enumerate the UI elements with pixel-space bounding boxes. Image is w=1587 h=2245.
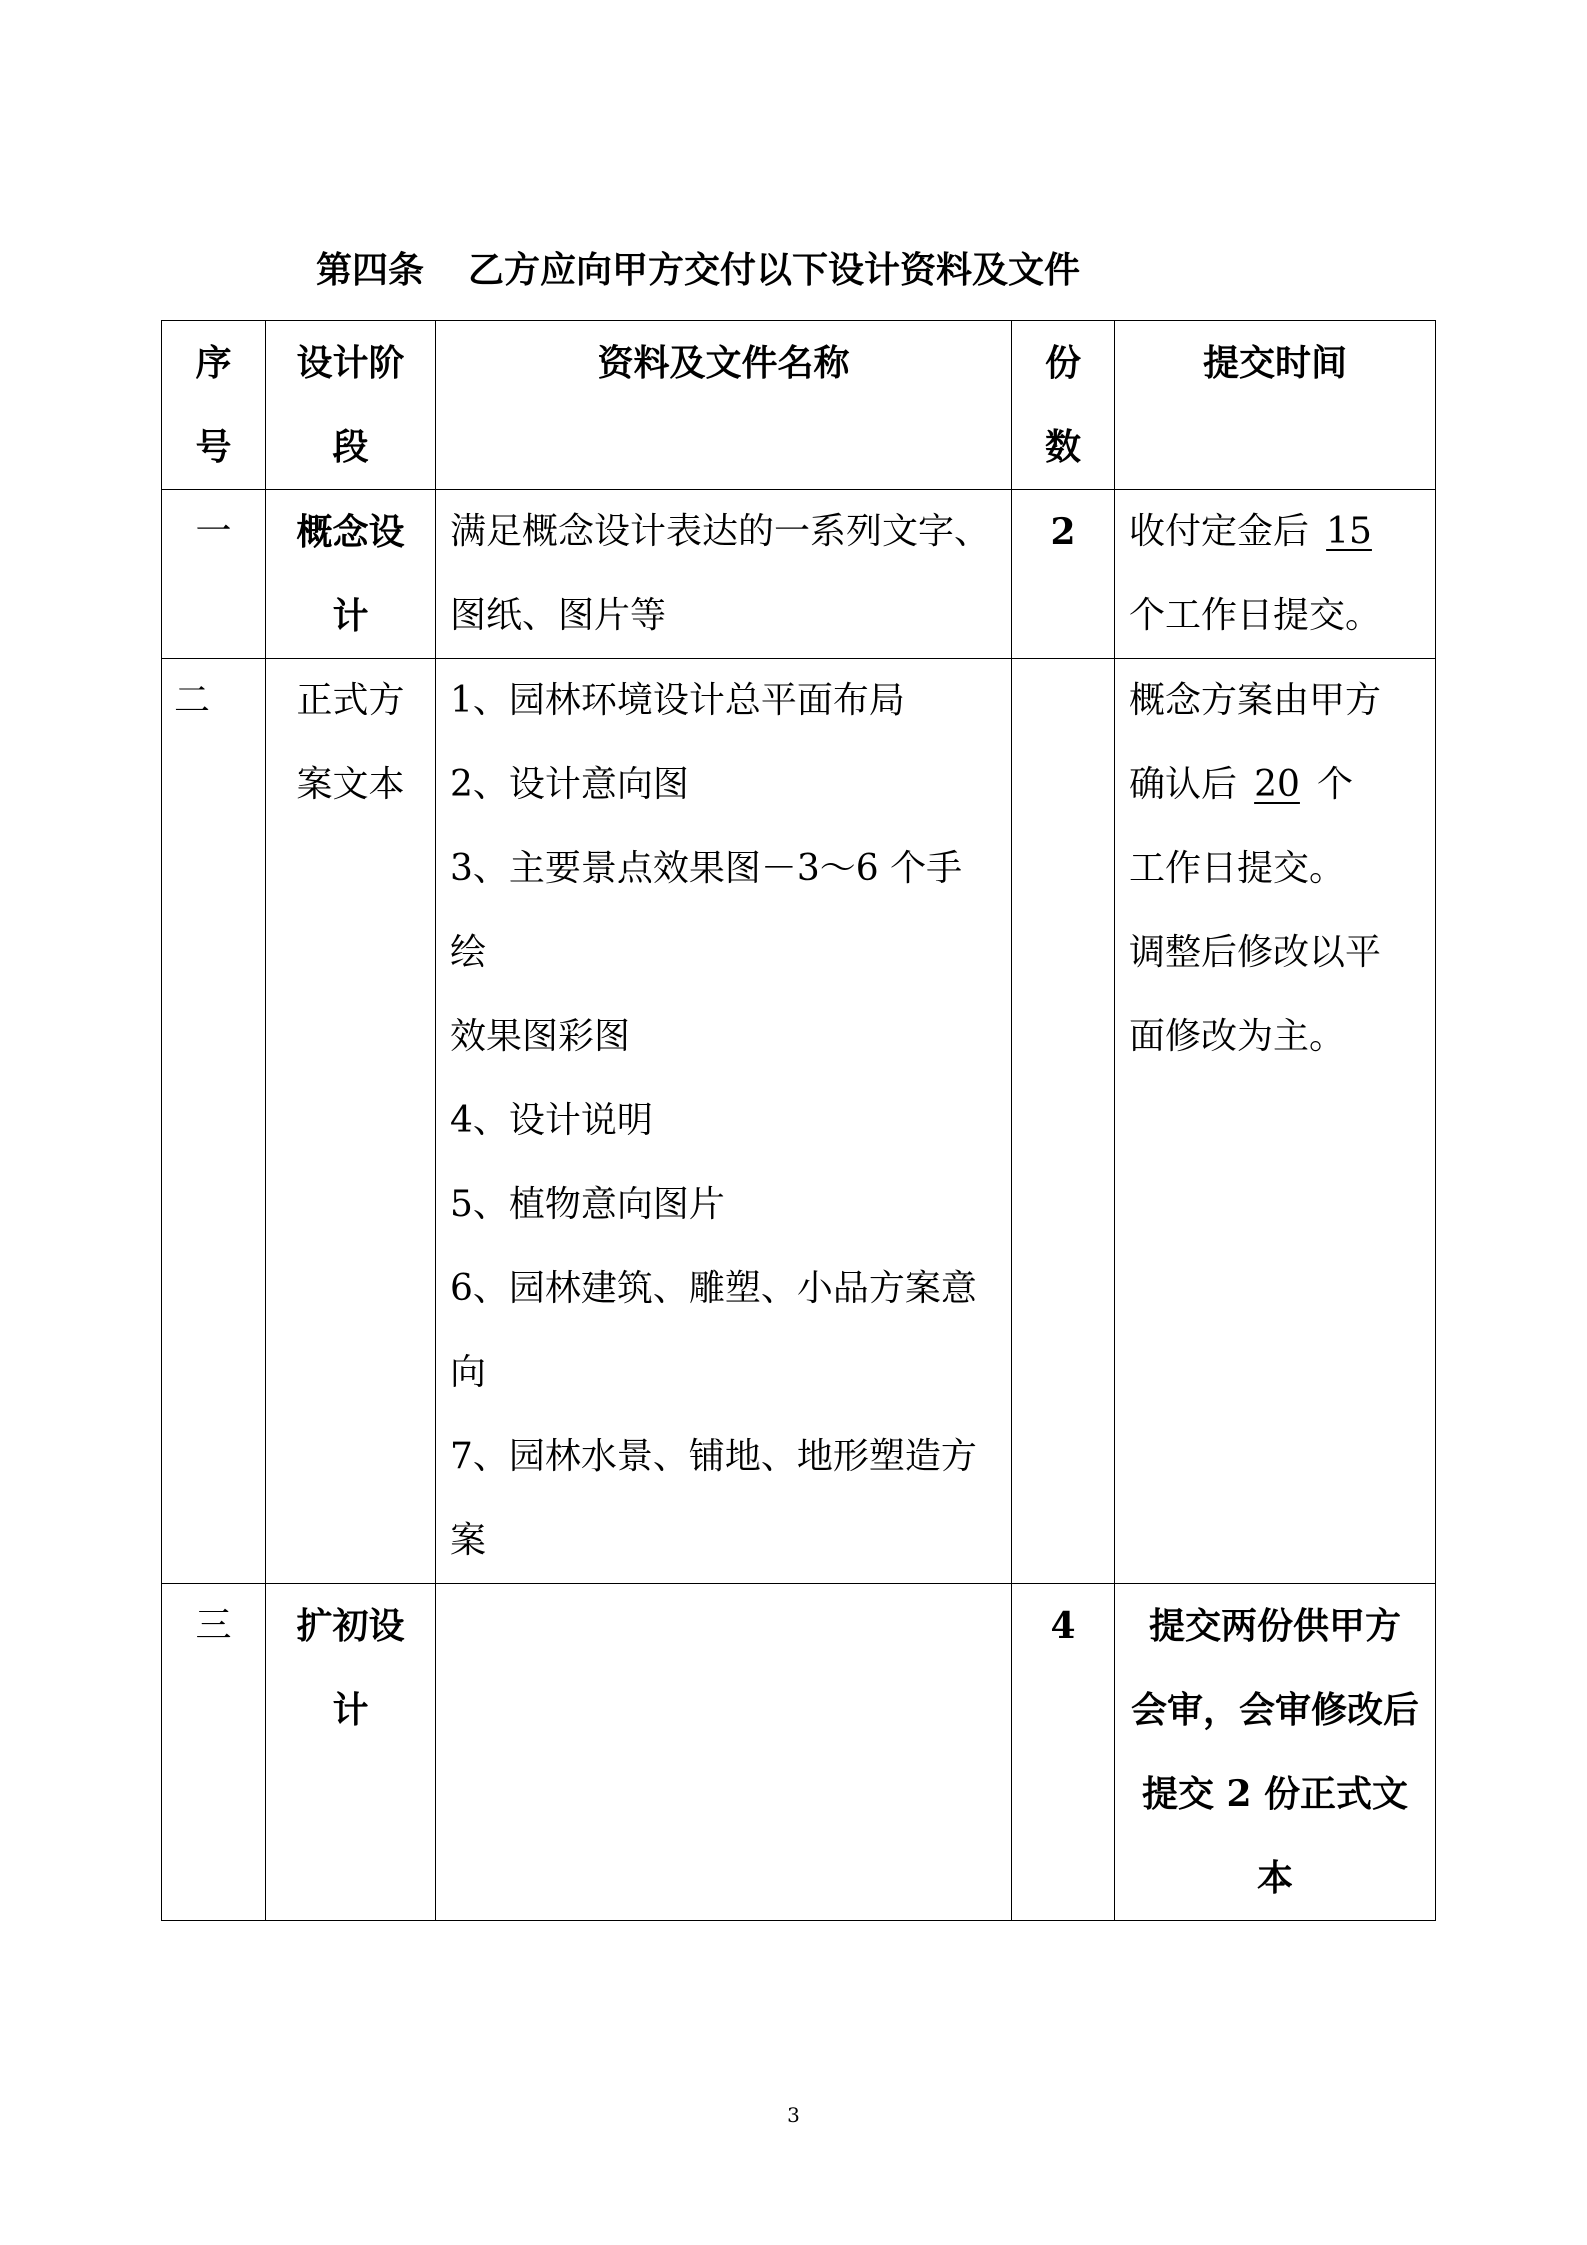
- row-submit-time: 收付定金后 15 个工作日提交。: [1115, 490, 1436, 659]
- header-name: 资料及文件名称: [436, 321, 1012, 490]
- list-item: 1、园林环境设计总平面布局: [450, 680, 905, 721]
- list-item: 2、设计意向图: [450, 764, 689, 805]
- blank-days: 20: [1254, 764, 1300, 805]
- page-number: 3: [787, 2103, 800, 2127]
- list-item: 6、园林建筑、雕塑、小品方案意: [450, 1268, 977, 1309]
- list-item: 案: [450, 1520, 487, 1561]
- header-copies: 份 数: [1012, 321, 1115, 490]
- list-item: 4、设计说明: [450, 1100, 653, 1141]
- row-document-name: 满足概念设计表达的一系列文字、 图纸、图片等: [436, 490, 1012, 659]
- row-seq: 一: [162, 490, 266, 659]
- row-seq: 三: [162, 1584, 266, 1921]
- article-number: 第四条: [316, 249, 425, 291]
- list-item: 3、主要景点效果图－3～6 个手绘: [450, 848, 963, 973]
- article-heading: [316, 240, 1080, 300]
- header-stage: 设计阶 段: [266, 321, 436, 490]
- header-time: 提交时间: [1115, 321, 1436, 490]
- list-item: 效果图彩图: [450, 1016, 631, 1057]
- row-stage: 概念设 计: [266, 490, 436, 659]
- table-row: [162, 1584, 1436, 1921]
- row-copies: 2: [1012, 490, 1115, 659]
- deliverables-table: [161, 320, 1436, 1921]
- list-item: 7、园林水景、铺地、地形塑造方: [450, 1436, 977, 1477]
- row-document-name: [436, 1584, 1012, 1921]
- blank-days: 15: [1326, 511, 1372, 552]
- row-submit-time: 提交两份供甲方 会审，会审修改后 提交 2 份正式文 本: [1115, 1584, 1436, 1921]
- article-title: 乙方应向甲方交付以下设计资料及文件: [468, 249, 1081, 291]
- row-stage: 正式方 案文本: [266, 659, 436, 1584]
- row-copies: [1012, 659, 1115, 1584]
- table-header-row: [162, 321, 1436, 490]
- row-stage: 扩初设 计: [266, 1584, 436, 1921]
- table-row: [162, 490, 1436, 659]
- row-seq: 二: [162, 659, 266, 1584]
- row-document-name: [436, 659, 1012, 1584]
- table-row: [162, 659, 1436, 1584]
- header-seq: 序 号: [162, 321, 266, 490]
- row-copies: 4: [1012, 1584, 1115, 1921]
- list-item: 向: [450, 1352, 487, 1393]
- row-submit-time: 概念方案由甲方 确认后 20 个 工作日提交。 调整后修改以平 面修改为主。: [1115, 659, 1436, 1584]
- list-item: 5、植物意向图片: [450, 1184, 725, 1225]
